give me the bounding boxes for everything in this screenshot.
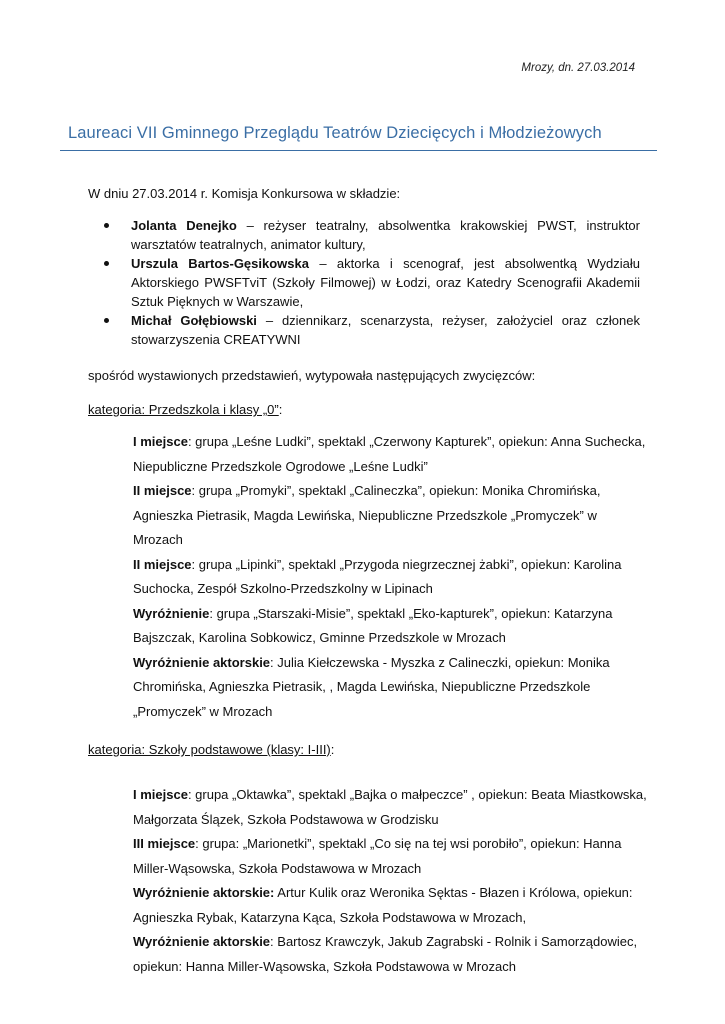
award-item xyxy=(133,832,648,881)
bullet-icon xyxy=(104,318,109,323)
category-suffix: : xyxy=(330,742,335,757)
bullet-icon xyxy=(104,261,109,266)
document-title: Laureaci VII Gminnego Przeglądu Teatrów Dziecięcych i Młodzieżowych xyxy=(68,124,602,142)
award-details: : grupa „Oktawka”, spektakl „Bajka o małpeczce” , opiekun: Beata Miastkowska, Małgorzata Ślązek, Szkoła Podstawowa w Grodzisku xyxy=(133,787,647,827)
award-place: Wyróżnienie aktorskie xyxy=(133,654,271,670)
jury-member-desc: – dziennikarz, scenarzysta, reżyser, założyciel oraz członek stowarzyszenia CREATYWNI xyxy=(131,313,640,347)
jury-member-name: Urszula Bartos-Gęsikowska xyxy=(131,256,309,271)
category-suffix: : xyxy=(278,402,283,417)
jury-member-desc: – reżyser teatralny, absolwentka krakowskiej PWST, instruktor warsztatów teatralnych, animator kultury, xyxy=(131,218,640,252)
jury-member-desc: – aktorka i scenograf, jest absolwentką Wydziału Aktorskiego PWSFTviT (Szkoły Filmowej) w Łodzi, oraz Katedry Scenografii Akademii Sztuk Pięknych w Warszawie, xyxy=(131,256,641,309)
award-details: : grupa „Promyki”, spektakl „Calineczka”, opiekun: Monika Chromińska, Agnieszka Pietrasik, Magda Lewińska, Niepubliczne Przedszkole „Promyczek” w Mrozach xyxy=(133,483,601,547)
award-item xyxy=(133,430,648,479)
award-item xyxy=(133,479,648,553)
jury-member-name: Michał Gołębiowski xyxy=(131,313,257,328)
award-details: : grupa: „Marionetki”, spektakl „Co się na tej wsi porobiło”, opiekun: Hanna Miller-Wąsowska, Szkoła Podstawowa w Mrozach xyxy=(133,836,622,876)
award-place: Wyróżnienie aktorskie: xyxy=(133,885,275,900)
award-list xyxy=(133,430,648,724)
winners-intro: spośród wystawionych przedstawień, wytypowała następujących zwycięzców: xyxy=(88,368,536,383)
bullet-icon xyxy=(104,223,109,228)
award-item xyxy=(133,930,648,979)
jury-member-name: Jolanta Denejko xyxy=(131,218,237,233)
jury-member xyxy=(88,216,640,254)
jury-member xyxy=(88,254,640,311)
award-details: Artur Kulik oraz Weronika Sęktas - Błazen i Królowa, opiekun: Agnieszka Rybak, Katarzyna Kąca, Szkoła Podstawowa w Mrozach, xyxy=(133,885,633,925)
award-details: : Julia Kiełczewska - Myszka z Calineczki, opiekun: Monika Chromińska, Agnieszka Pietrasik, , Magda Lewińska, Niepubliczne Przedszkole „Promyczek” w Mrozach xyxy=(133,654,610,719)
date-line: Mrozy, dn. 27.03.2014 xyxy=(521,62,635,74)
award-place: II miejsce xyxy=(133,483,192,498)
intro-text: W dniu 27.03.2014 r. Komisja Konkursowa w składzie: xyxy=(88,186,401,201)
award-item xyxy=(133,553,648,602)
category-heading xyxy=(88,742,334,757)
award-item xyxy=(133,783,648,832)
award-details: : Bartosz Krawczyk, Jakub Zagrabski - Rolnik i Samorządowiec, opiekun: Hanna Miller-Wąsowska, Szkoła Podstawowa w Mrozach xyxy=(133,934,638,974)
title-divider xyxy=(60,150,657,151)
award-item xyxy=(133,881,648,930)
award-item xyxy=(133,651,648,725)
jury-list xyxy=(88,216,640,349)
award-details: : grupa „Starszaki-Misie”, spektakl „Eko-kapturek”, opiekun: Katarzyna Bajszczak, Karolina Sobkowicz, Gminne Przedszkole w Mrozach xyxy=(133,605,613,645)
award-details: : grupa „Leśne Ludki”, spektakl „Czerwony Kapturek”, opiekun: Anna Suchecka, Niepubliczne Przedszkole Ogrodowe „Leśne Ludki” xyxy=(133,434,646,474)
award-place: I miejsce xyxy=(133,434,188,449)
award-item xyxy=(133,602,648,651)
award-details: : grupa „Lipinki”, spektakl „Przygoda niegrzecznej żabki”, opiekun: Karolina Suchocka, Zespół Szkolno-Przedszkolny w Lipinach xyxy=(133,556,622,596)
award-place: II miejsce xyxy=(133,556,192,572)
category-heading xyxy=(88,402,282,417)
category-label: kategoria: Przedszkola i klasy „0” xyxy=(88,402,279,417)
award-place: I miejsce xyxy=(133,787,188,802)
award-place: Wyróżnienie xyxy=(133,605,210,621)
award-place: Wyróżnienie aktorskie xyxy=(133,934,271,949)
jury-member xyxy=(88,311,640,349)
award-list xyxy=(133,783,648,979)
category-label: kategoria: Szkoły podstawowe (klasy: I-III) xyxy=(88,742,331,757)
award-place: III miejsce xyxy=(133,836,196,851)
